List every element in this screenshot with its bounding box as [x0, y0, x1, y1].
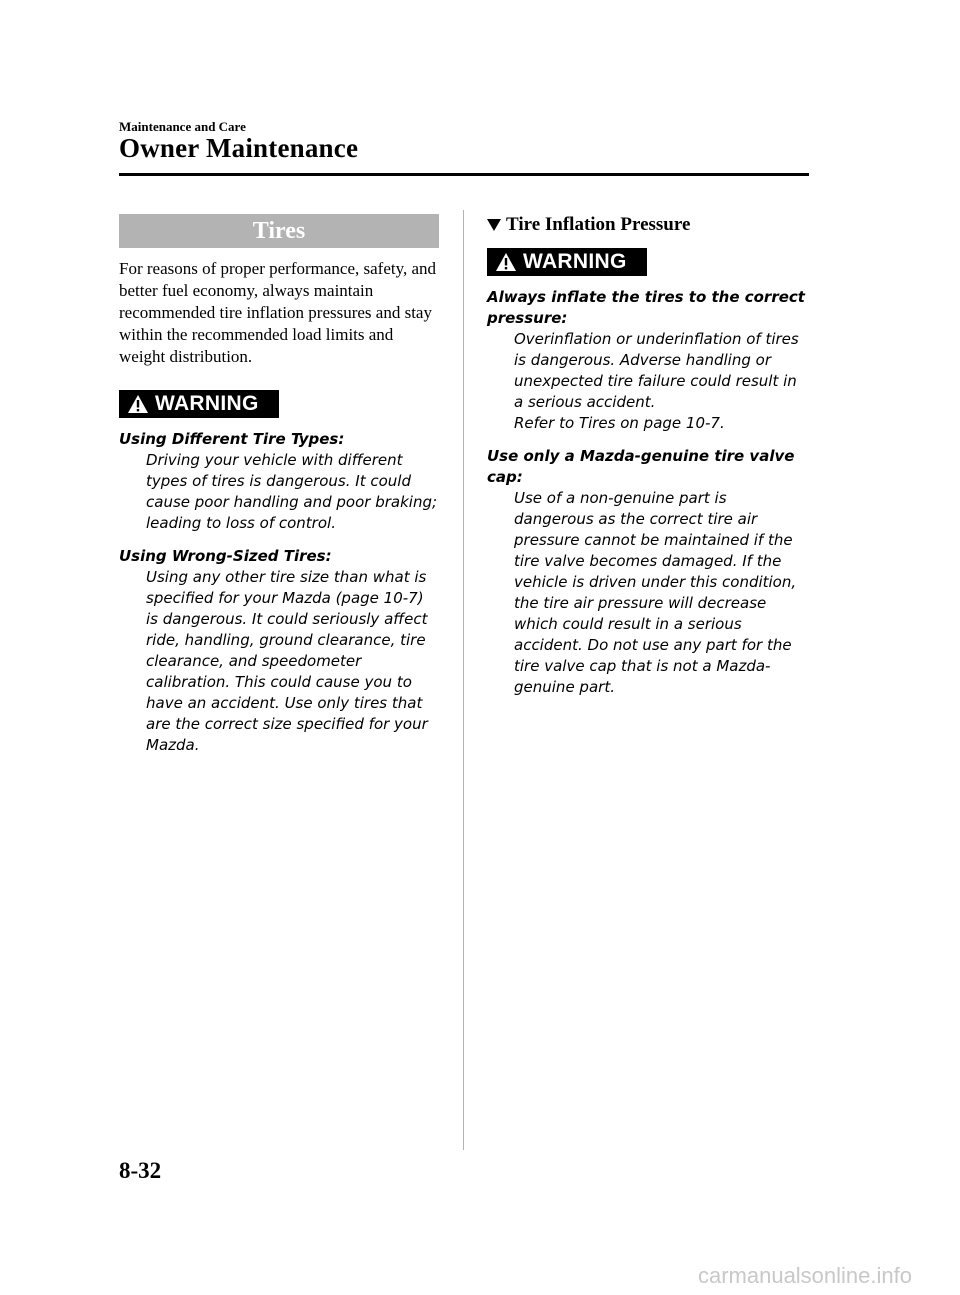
right-column — [487, 214, 809, 698]
warning-heading: Using Different Tire Types: — [119, 430, 345, 448]
watermark: carmanualsonline.info — [697, 1263, 912, 1288]
column-divider — [463, 210, 464, 1150]
section-title: Tires — [119, 214, 439, 248]
warning-body: Overinflation or underinflation of tires is dangerous. Adverse handling or unexpected tire failure could result in a serious accident. — [514, 330, 799, 411]
subsection-title-text: Tire Inflation Pressure — [506, 214, 691, 235]
warning-badge — [119, 390, 279, 418]
warning-triangle-icon — [495, 252, 517, 272]
breadcrumb: Maintenance and Care — [119, 119, 246, 134]
warning-heading: Always inflate the tires to the correct pressure: — [487, 288, 805, 327]
warning-triangle-icon — [127, 394, 149, 414]
warning-item — [487, 446, 809, 698]
intro-paragraph: For reasons of proper performance, safety, and better fuel economy, always maintain recommended tire inflation pressures and stay within the recommended load limits and weight distribution. — [119, 259, 437, 366]
warning-list — [119, 429, 439, 756]
warning-badge — [487, 248, 647, 276]
warning-item — [119, 429, 439, 534]
warning-heading: Using Wrong-Sized Tires: — [119, 547, 332, 565]
warning-body: Use of a non-genuine part is dangerous as the correct tire air pressure cannot be maintained if the tire valve becomes damaged. If the vehicle is driven under this condition, the tire air pressure will decrease which could result in a serious accident. Do not use any part for the tire valve cap that is not a Mazda-genuine part. — [514, 489, 797, 696]
warning-item — [487, 287, 809, 434]
triangle-bullet-icon — [487, 219, 501, 231]
subsection-title — [487, 214, 809, 236]
warning-list — [487, 287, 809, 698]
warning-reference: Refer to Tires on page 10-7. — [514, 414, 725, 432]
warning-label: WARNING — [155, 392, 259, 415]
page-number: 8-32 — [119, 1158, 162, 1183]
page-title: Owner Maintenance — [119, 133, 359, 163]
warning-body: Driving your vehicle with different types of tires is dangerous. It could cause poor handling and poor braking; leading to loss of control. — [146, 451, 438, 532]
header-divider — [119, 173, 809, 176]
warning-heading: Use only a Mazda-genuine tire valve cap: — [487, 447, 795, 486]
left-column — [119, 214, 439, 756]
warning-item — [119, 546, 439, 756]
warning-label: WARNING — [523, 250, 627, 273]
warning-body: Using any other tire size than what is specified for your Mazda (page 10-7) is dangerous. It could seriously affect ride, handling, ground clearance, tire clearance, and speedometer calibration. This could cause you to have an accident. Use only tires that are the correct size specified for your Mazda. — [146, 568, 428, 754]
